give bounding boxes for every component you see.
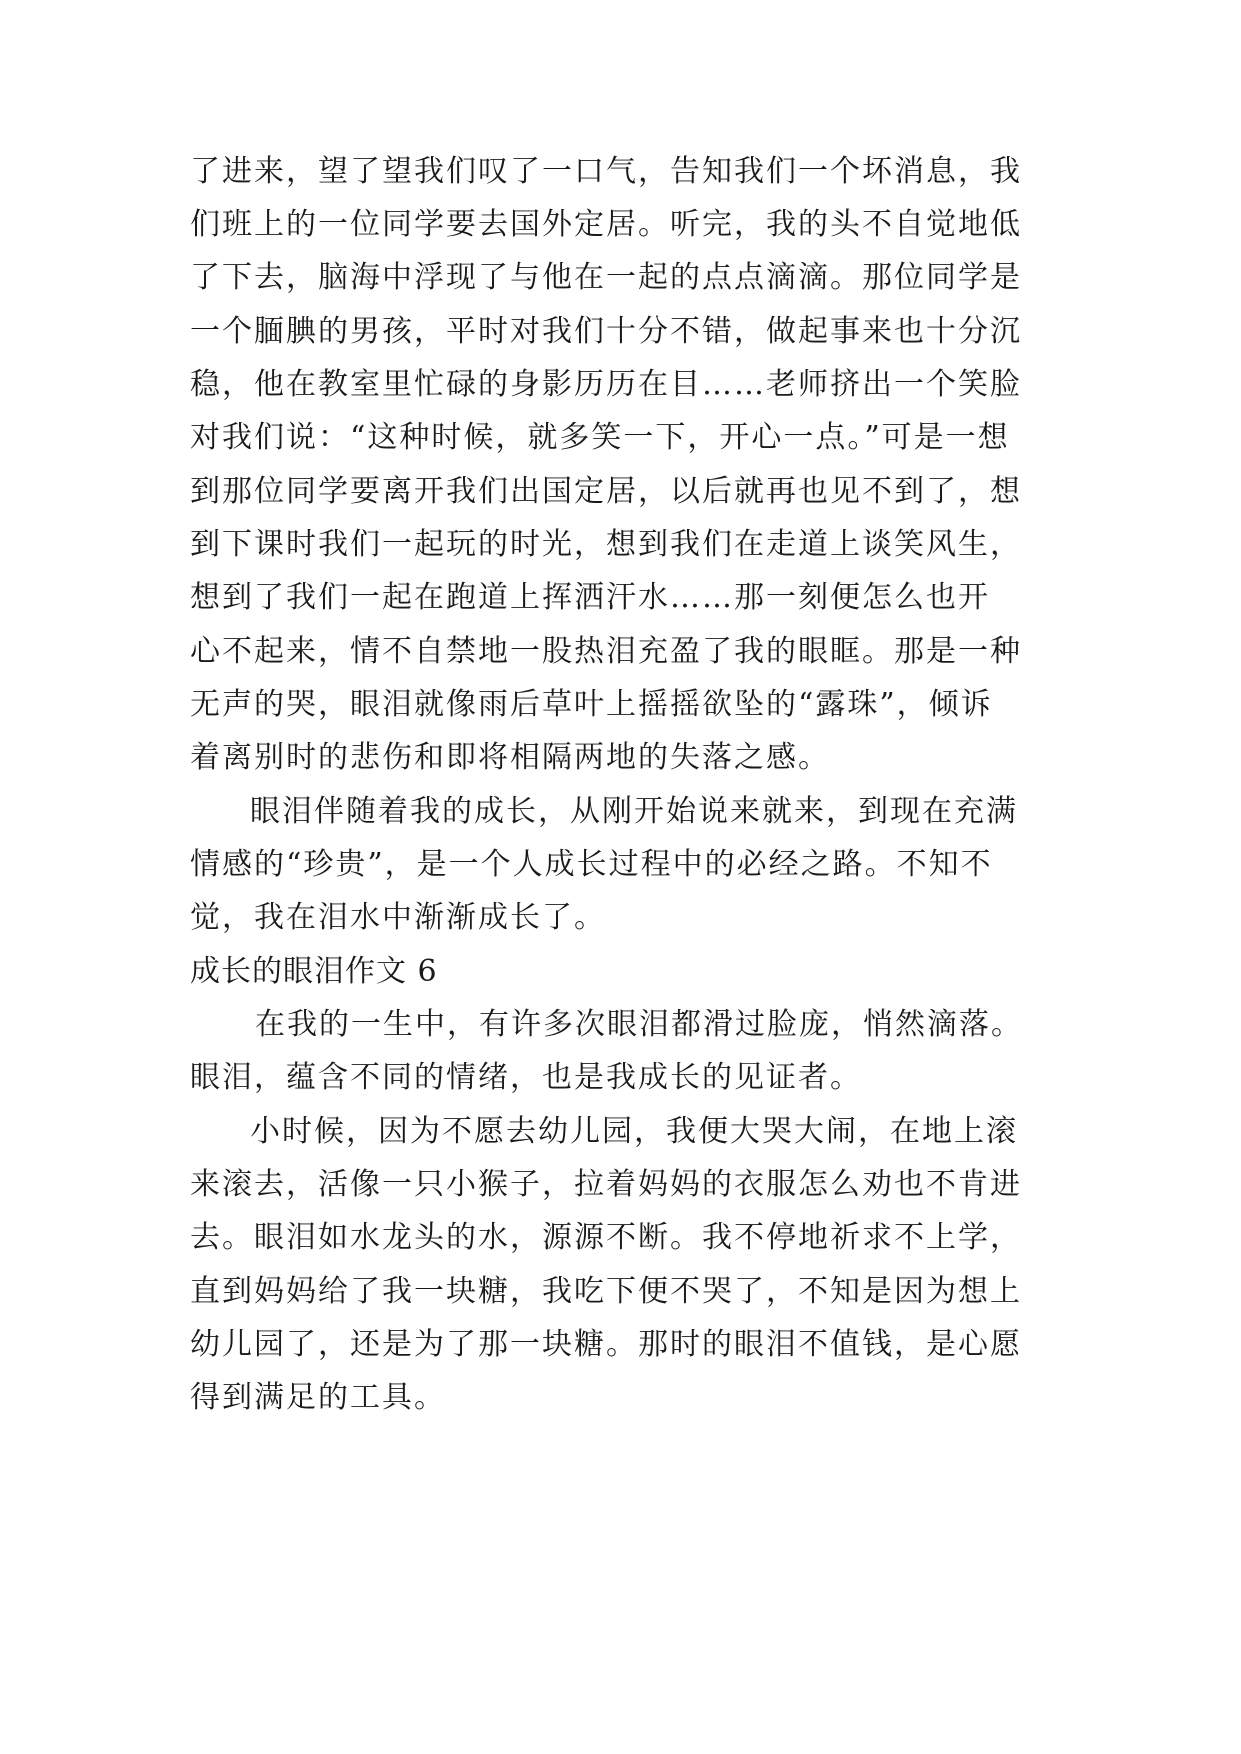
paragraph-line: 眼泪伴随着我的成长，从刚开始说来就来，到现在充满 bbox=[250, 794, 1018, 829]
paragraph-line: 到下课时我们一起玩的时光，想到我们在走道上谈笑风生， bbox=[190, 527, 1022, 562]
paragraph-line: 一个腼腆的男孩，平时对我们十分不错，做起事来也十分沉 bbox=[190, 314, 1022, 349]
paragraph-line: 去。眼泪如水龙头的水，源源不断。我不停地祈求不上学， bbox=[190, 1220, 1022, 1255]
paragraph-line: 觉，我在泪水中渐渐成长了。 bbox=[190, 900, 606, 935]
paragraph-line: 直到妈妈给了我一块糖，我吃下便不哭了，不知是因为想上 bbox=[190, 1274, 1022, 1309]
paragraph-line: 了下去，脑海中浮现了与他在一起的点点滴滴。那位同学是 bbox=[190, 260, 1022, 295]
paragraph-line: 来滚去，活像一只小猴子，拉着妈妈的衣服怎么劝也不肯进 bbox=[190, 1167, 1022, 1202]
paragraph-line: 情感的“珍贵”，是一个人成长过程中的必经之路。不知不 bbox=[190, 847, 993, 882]
paragraph-line: 稳，他在教室里忙碌的身影历历在目……老师挤出一个笑脸 bbox=[190, 367, 1022, 402]
paragraph-line: 在我的一生中，有许多次眼泪都滑过脸庞，悄然滴落。 bbox=[255, 1007, 1023, 1042]
paragraph-line: 了进来，望了望我们叹了一口气，告知我们一个坏消息，我 bbox=[190, 154, 1022, 189]
paragraph-line: 们班上的一位同学要去国外定居。听完，我的头不自觉地低 bbox=[190, 207, 1022, 242]
paragraph-line: 得到满足的工具。 bbox=[190, 1380, 446, 1415]
paragraph-line: 到那位同学要离开我们出国定居，以后就再也见不到了，想 bbox=[190, 474, 1022, 509]
paragraph-line: 小时候，因为不愿去幼儿园，我便大哭大闹，在地上滚 bbox=[250, 1114, 1018, 1149]
paragraph-line: 对我们说：“这种时候，就多笑一下，开心一点。”可是一想 bbox=[190, 420, 1010, 455]
paragraph-line: 无声的哭，眼泪就像雨后草叶上摇摇欲坠的“露珠”，倾诉 bbox=[190, 687, 993, 722]
paragraph-line: 想到了我们一起在跑道上挥洒汗水……那一刻便怎么也开 bbox=[190, 580, 990, 615]
paragraph-line: 幼儿园了，还是为了那一块糖。那时的眼泪不值钱，是心愿 bbox=[190, 1327, 1022, 1362]
paragraph-line: 着离别时的悲伤和即将相隔两地的失落之感。 bbox=[190, 740, 830, 775]
paragraph-line: 眼泪，蕴含不同的情绪，也是我成长的见证者。 bbox=[190, 1060, 862, 1095]
paragraph-line: 心不起来，情不自禁地一股热泪充盈了我的眼眶。那是一种 bbox=[190, 634, 1022, 669]
section-heading: 成长的眼泪作文 6 bbox=[190, 954, 438, 989]
